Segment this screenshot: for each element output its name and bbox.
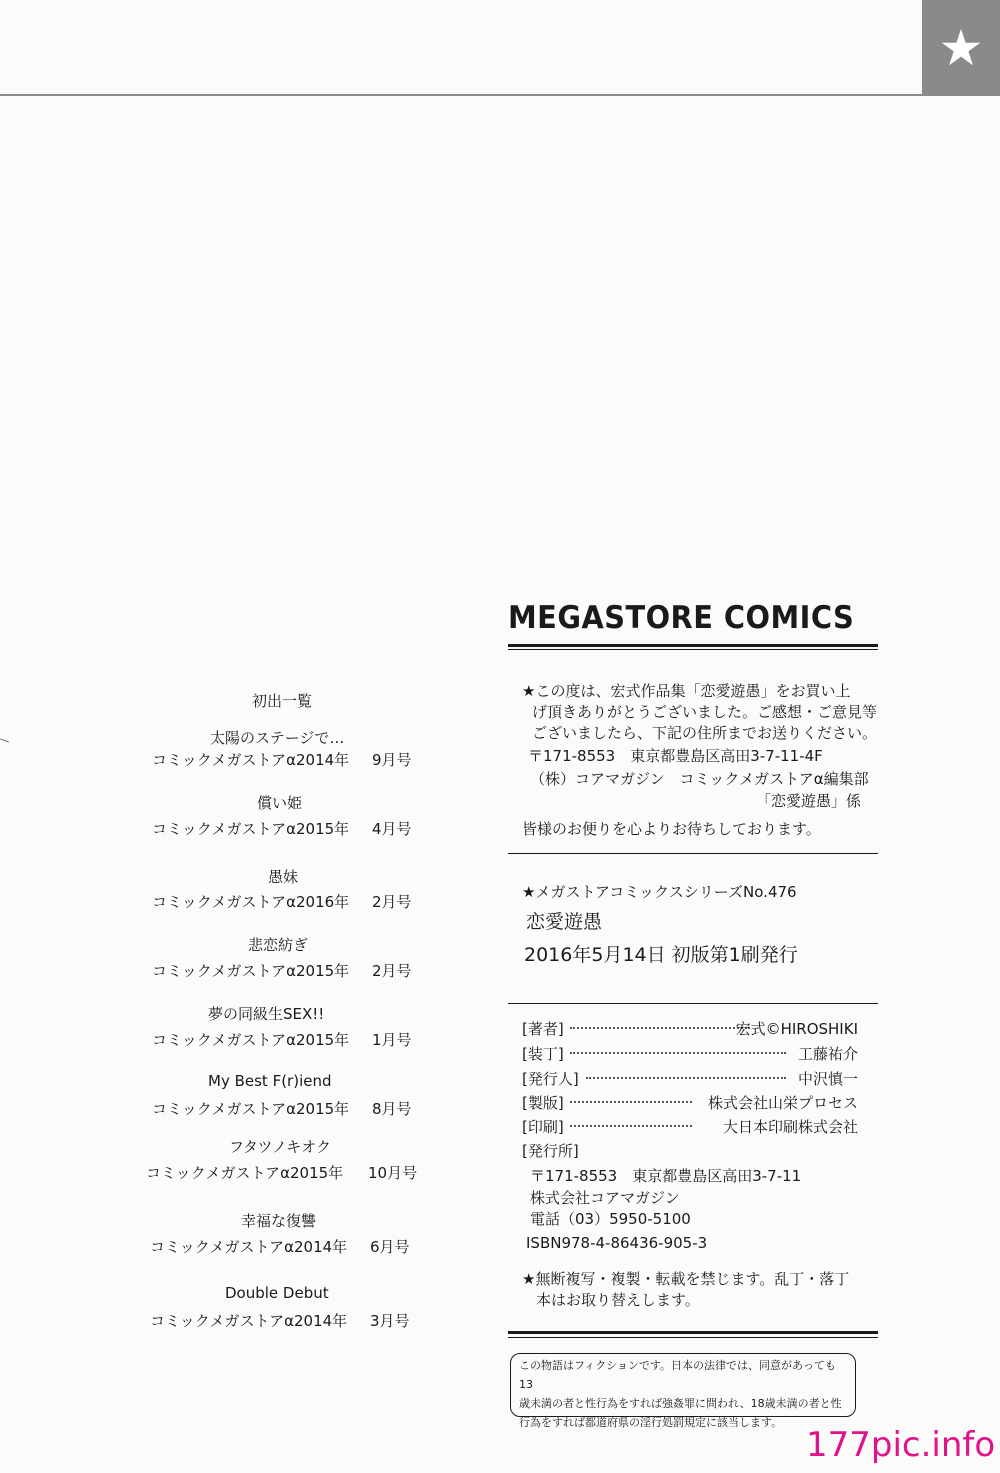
section-rule	[508, 1003, 878, 1004]
notice-line: この物語はフィクションです。日本の法律では、同意があっても13	[519, 1359, 836, 1391]
entry-magazine: コミックメガストアα2015年	[152, 1100, 350, 1118]
credit-label: [装丁]	[522, 1045, 564, 1063]
entry-month: 10月号	[368, 1164, 418, 1182]
entry-magazine: コミックメガストアα2015年	[152, 820, 350, 838]
entry-magazine: コミックメガストアα2015年	[152, 1031, 350, 1049]
publish-date: 2016年5月14日 初版第1刷発行	[524, 944, 798, 966]
top-divider	[0, 94, 922, 96]
entry-month: 3月号	[370, 1312, 410, 1330]
credit-label: [著者]	[522, 1020, 564, 1038]
entry-magazine: コミックメガストアα2014年	[152, 751, 350, 769]
entry-title: 償い姫	[257, 794, 303, 812]
entry-title: 太陽のステージで…	[210, 729, 345, 747]
leader-dots	[570, 1052, 786, 1054]
entry-month: 2月号	[372, 893, 412, 911]
credit-label: [印刷]	[522, 1118, 564, 1136]
copyright-line: 本はお取り替えします。	[536, 1291, 700, 1309]
notice-line: 行為をすれば都道府県の淫行処罰規定に該当します。	[519, 1416, 783, 1429]
closing-text: 皆様のお便りを心よりお待ちしております。	[522, 820, 821, 838]
credit-row	[522, 1043, 858, 1063]
entry-title: 夢の同級生SEX!!	[208, 1005, 325, 1023]
publisher-label: [発行所]	[522, 1142, 579, 1160]
address-line: 「恋愛遊愚」係	[756, 792, 862, 810]
copyright-line: ★無断複写・複製・転載を禁じます。乱丁・落丁	[522, 1270, 850, 1288]
edge-mark	[0, 738, 9, 742]
entry-title: Double Debut	[225, 1284, 329, 1302]
entry-month: 9月号	[372, 751, 412, 769]
credit-label: [発行人]	[522, 1070, 579, 1088]
corner-tab	[922, 0, 1000, 96]
entry-title: My Best F(r)iend	[208, 1072, 332, 1090]
entry-month: 1月号	[372, 1031, 412, 1049]
first-appearance-heading: 初出一覧	[252, 692, 313, 710]
credit-row	[522, 1092, 858, 1112]
logo-rule	[508, 644, 878, 647]
entry-title: 愚妹	[268, 868, 299, 886]
star-icon: ★	[938, 19, 984, 77]
credit-label: [製版]	[522, 1094, 564, 1112]
credit-row	[522, 1068, 858, 1088]
leader-dots	[570, 1125, 692, 1127]
credit-row	[522, 1116, 858, 1136]
entry-title: 悲恋紡ぎ	[248, 936, 309, 954]
entry-month: 8月号	[372, 1100, 412, 1118]
credit-value: 工藤祐介	[797, 1045, 858, 1063]
entry-magazine: コミックメガストアα2015年	[146, 1164, 344, 1182]
entry-magazine: コミックメガストアα2016年	[152, 893, 350, 911]
address-line: （株）コアマガジン コミックメガストアα編集部	[530, 770, 869, 788]
thanks-line: げ頂きありがとうございました。ご感想・ご意見等	[532, 703, 878, 721]
publisher-line: 〒171-8553 東京都豊島区高田3-7-11	[530, 1167, 802, 1185]
bottom-rule	[508, 1331, 878, 1334]
thanks-line: ございましたら、下記の住所までお送りください。	[532, 724, 878, 742]
entry-magazine: コミックメガストアα2014年	[150, 1312, 348, 1330]
isbn: ISBN978-4-86436-905-3	[526, 1234, 708, 1252]
credit-value: 大日本印刷株式会社	[722, 1118, 858, 1136]
leader-dots	[570, 1101, 692, 1103]
leader-dots	[586, 1077, 786, 1079]
publisher-line: 電話（03）5950-5100	[530, 1210, 691, 1228]
credit-value: 宏式©HIROSHIKI	[735, 1020, 858, 1038]
leader-dots	[570, 1027, 750, 1029]
entry-magazine: コミックメガストアα2015年	[152, 962, 350, 980]
book-title: 恋愛遊愚	[526, 911, 603, 933]
legal-notice	[510, 1353, 856, 1429]
notice-line: 歳未満の者と性行為をすれば強姦罪に問われ、18歳未満の者と性	[519, 1397, 842, 1410]
logo-rule-thin	[508, 649, 878, 650]
credit-row	[522, 1018, 858, 1038]
bottom-rule-thin	[508, 1337, 878, 1338]
entry-title: 幸福な復讐	[241, 1212, 317, 1230]
thanks-line: ★この度は、宏式作品集「恋愛遊愚」をお買い上	[522, 682, 851, 700]
section-rule	[508, 853, 878, 854]
credit-value: 株式会社山栄プロセス	[707, 1094, 858, 1112]
entry-month: 6月号	[370, 1238, 410, 1256]
watermark: 177pic.info	[806, 1425, 996, 1465]
entry-magazine: コミックメガストアα2014年	[150, 1238, 348, 1256]
address-line: 〒171-8553 東京都豊島区高田3-7-11-4F	[528, 747, 823, 765]
publisher-line: 株式会社コアマガジン	[530, 1189, 680, 1207]
credit-value: 中沢慎一	[797, 1070, 858, 1088]
series-number: ★メガストアコミックスシリーズNo.476	[522, 883, 797, 901]
entry-title: フタツノキオク	[229, 1138, 332, 1156]
entry-month: 4月号	[372, 820, 412, 838]
publisher-logo: MEGASTORE COMICS	[508, 600, 855, 636]
entry-month: 2月号	[372, 962, 412, 980]
